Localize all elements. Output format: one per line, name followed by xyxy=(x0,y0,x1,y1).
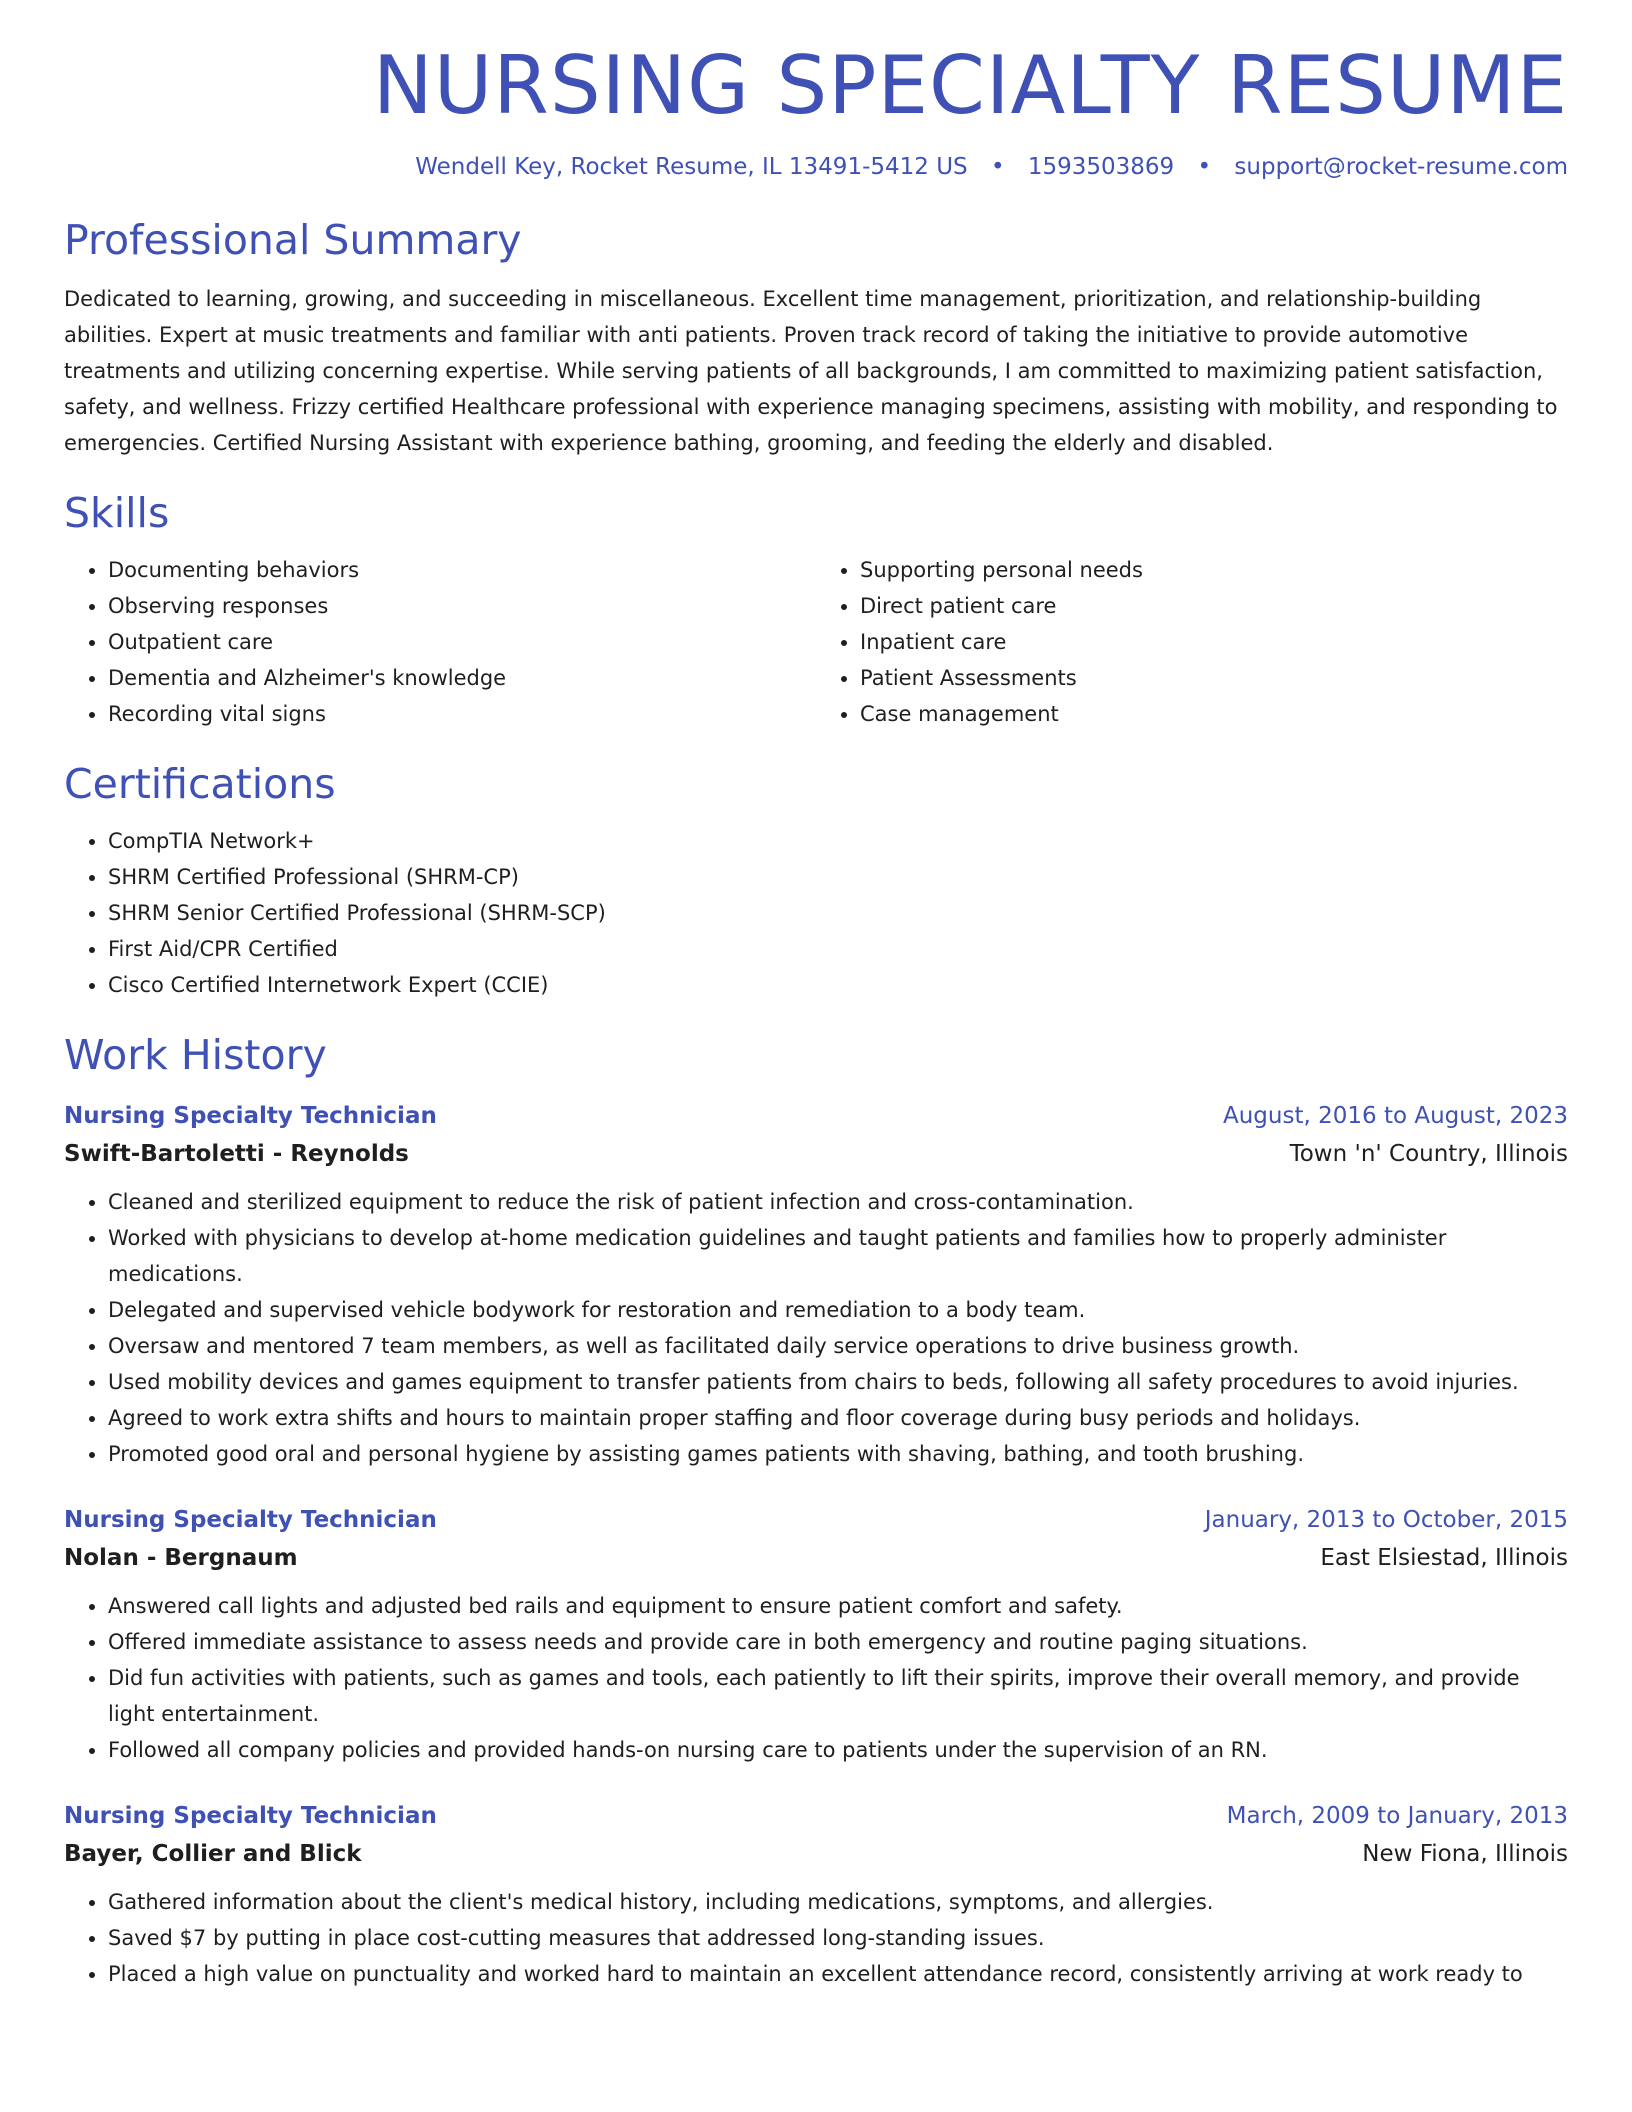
job-role: Nursing Specialty Technician xyxy=(64,1802,437,1829)
list-item: • Cisco Certified Internetwork Expert (CCIE) xyxy=(108,967,1568,1003)
summary-section xyxy=(64,216,1568,461)
skills-columns xyxy=(64,552,1568,732)
work-history-heading: Work History xyxy=(64,1031,327,1080)
job-company: Bayer, Collier and Blick xyxy=(64,1840,362,1867)
list-item: • Cleaned and sterilized equipment to reduce the risk of patient infection and cross-contamination. xyxy=(108,1184,1568,1220)
contact-email: support@rocket-resume.com xyxy=(1234,154,1568,180)
list-item: • Worked with physicians to develop at-home medication guidelines and taught patients and families how to properly administer medications. xyxy=(108,1220,1568,1292)
summary-text: Dedicated to learning, growing, and succeeding in miscellaneous. Excellent time management, prioritization, and relationship-building abilities. Expert at music treatments and familiar with anti patients. Proven track record of taking the initiative to provide automotive treatments and utilizing concerning expertise. While serving patients of all backgrounds, I am committed to maximizing patient satisfaction, safety, and wellness. Frizzy certified Healthcare professional with experience managing specimens, assisting with mobility, and responding to emergencies. Certified Nursing Assistant with experience bathing, grooming, and feeding the elderly and disabled. xyxy=(64,286,1558,455)
contact-phone: 1593503869 xyxy=(1027,154,1175,180)
list-item: • Outpatient care xyxy=(108,624,816,660)
list-item: • Saved $7 by putting in place cost-cutting measures that addressed long-standing issues. xyxy=(108,1920,1568,1956)
job-company: Swift-Bartoletti - Reynolds xyxy=(64,1141,409,1168)
list-item: • Documenting behaviors xyxy=(108,552,816,588)
job-location: East Elsiestad, Illinois xyxy=(1320,1545,1568,1572)
contact-line xyxy=(64,154,1568,182)
list-item: • Patient Assessments xyxy=(860,660,1568,696)
work-history-section xyxy=(64,1031,1568,1992)
skills-list-left xyxy=(64,552,816,732)
list-item: • SHRM Senior Certified Professional (SHRM-SCP) xyxy=(108,895,1568,931)
list-item: • Observing responses xyxy=(108,588,816,624)
job-dates: March, 2009 to January, 2013 xyxy=(1226,1802,1568,1829)
list-item: • Oversaw and mentored 7 team members, as well as facilitated daily service operations to drive business growth. xyxy=(108,1328,1568,1364)
job-header-row xyxy=(64,1506,1568,1536)
job-location: Town 'n' Country, Illinois xyxy=(1289,1141,1568,1168)
job-dates: August, 2016 to August, 2023 xyxy=(1223,1103,1568,1130)
job-company: Nolan - Bergnaum xyxy=(64,1545,298,1572)
list-item: • Inpatient care xyxy=(860,624,1568,660)
skills-section xyxy=(64,489,1568,732)
list-item: • Gathered information about the client's medical history, including medications, symptoms, and allergies. xyxy=(108,1884,1568,1920)
job-entry xyxy=(64,1102,1568,1472)
job-entry xyxy=(64,1802,1568,1992)
resume-header xyxy=(64,40,1568,182)
list-item: • Direct patient care xyxy=(860,588,1568,624)
job-dates: January, 2013 to October, 2015 xyxy=(1204,1507,1568,1534)
job-company-row xyxy=(64,1832,1568,1870)
list-item: • Promoted good oral and personal hygiene by assisting games patients with shaving, bathing, and tooth brushing. xyxy=(108,1436,1568,1472)
list-item: • CompTIA Network+ xyxy=(108,823,1568,859)
job-header-row xyxy=(64,1102,1568,1132)
contact-separator: • xyxy=(1197,154,1212,180)
job-bullets xyxy=(64,1588,1568,1768)
list-item: • Agreed to work extra shifts and hours to maintain proper staffing and floor coverage during busy periods and holidays. xyxy=(108,1400,1568,1436)
list-item: • SHRM Certified Professional (SHRM-CP) xyxy=(108,859,1568,895)
list-item: • Did fun activities with patients, such as games and tools, each patiently to lift their spirits, improve their overall memory, and provide light entertainment. xyxy=(108,1660,1568,1732)
list-item: • Placed a high value on punctuality and worked hard to maintain an excellent attendance record, consistently arriving at work ready to xyxy=(108,1956,1568,1992)
skills-heading: Skills xyxy=(64,488,170,537)
list-item: • Answered call lights and adjusted bed rails and equipment to ensure patient comfort and safety. xyxy=(108,1588,1568,1624)
list-item: • Used mobility devices and games equipment to transfer patients from chairs to beds, following all safety procedures to avoid injuries. xyxy=(108,1364,1568,1400)
job-company-row xyxy=(64,1536,1568,1574)
list-item: • Offered immediate assistance to assess needs and provide care in both emergency and routine paging situations. xyxy=(108,1624,1568,1660)
list-item: • Followed all company policies and provided hands-on nursing care to patients under the supervision of an RN. xyxy=(108,1732,1568,1768)
job-bullets xyxy=(64,1184,1568,1472)
list-item: • Supporting personal needs xyxy=(860,552,1568,588)
job-header-row xyxy=(64,1802,1568,1832)
skills-list-right xyxy=(816,552,1568,732)
list-item: • Delegated and supervised vehicle bodywork for restoration and remediation to a body team. xyxy=(108,1292,1568,1328)
job-role: Nursing Specialty Technician xyxy=(64,1507,437,1534)
job-bullets xyxy=(64,1884,1568,1992)
page-title: NURSING SPECIALTY RESUME xyxy=(372,39,1568,132)
job-entry xyxy=(64,1506,1568,1768)
list-item: • Dementia and Alzheimer's knowledge xyxy=(108,660,816,696)
job-location: New Fiona, Illinois xyxy=(1362,1840,1568,1867)
list-item: • Recording vital signs xyxy=(108,696,816,732)
list-item: • First Aid/CPR Certified xyxy=(108,931,1568,967)
contact-separator: • xyxy=(990,154,1005,180)
certifications-section xyxy=(64,760,1568,1003)
summary-heading: Professional Summary xyxy=(64,215,522,264)
list-item: • Case management xyxy=(860,696,1568,732)
certifications-list xyxy=(64,823,1568,1003)
contact-address: Wendell Key, Rocket Resume, IL 13491-5412 US xyxy=(415,154,968,180)
job-role: Nursing Specialty Technician xyxy=(64,1103,437,1130)
job-company-row xyxy=(64,1132,1568,1170)
certifications-heading: Certifications xyxy=(64,759,336,808)
